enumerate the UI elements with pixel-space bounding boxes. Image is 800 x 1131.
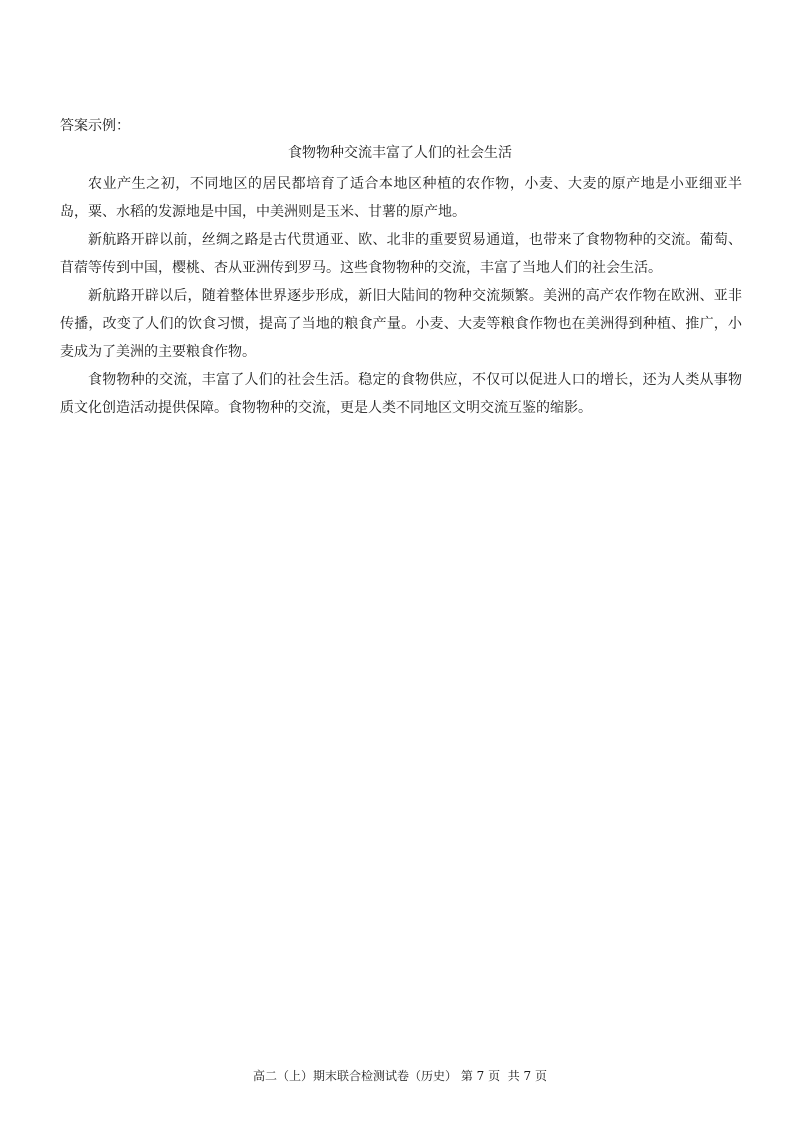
essay-paragraph-3: 新航路开辟以后，随着整体世界逐步形成，新旧大陆间的物种交流频繁。美洲的高产农作物在欧洲、亚非传播，改变了人们的饮食习惯，提高了当地的粮食产量。小麦、大麦等粮食作物也在美洲得到种植、推广，小麦成为了美洲的主要粮食作物。 — [60, 288, 742, 360]
essay-paragraph-1: 农业产生之初，不同地区的居民都培育了适合本地区种植的农作物，小麦、大麦的原产地是小亚细亚半岛，粟、水稻的发源地是中国，中美洲则是玉米、甘薯的原产地。 — [60, 176, 742, 220]
answer-example-label: 答案示例： — [60, 118, 130, 134]
essay-paragraph-2: 新航路开辟以前，丝绸之路是古代贯通亚、欧、北非的重要贸易通道，也带来了食物物种的交流。葡萄、苜蓿等传到中国，樱桃、杏从亚洲传到罗马。这些食物物种的交流，丰富了当地人们的社会生活。 — [60, 232, 742, 276]
essay-body — [60, 170, 742, 422]
page-footer: 高二（上）期末联合检测试卷（历史） 第 7 页 共 7 页 — [253, 1069, 547, 1083]
essay-paragraph-4: 食物物种的交流，丰富了人们的社会生活。稳定的食物供应，不仅可以促进人口的增长，还为人类从事物质文化创造活动提供保障。食物物种的交流，更是人类不同地区文明交流互鉴的缩影。 — [60, 372, 742, 416]
essay-title: 食物物种交流丰富了人们的社会生活 — [288, 145, 512, 161]
